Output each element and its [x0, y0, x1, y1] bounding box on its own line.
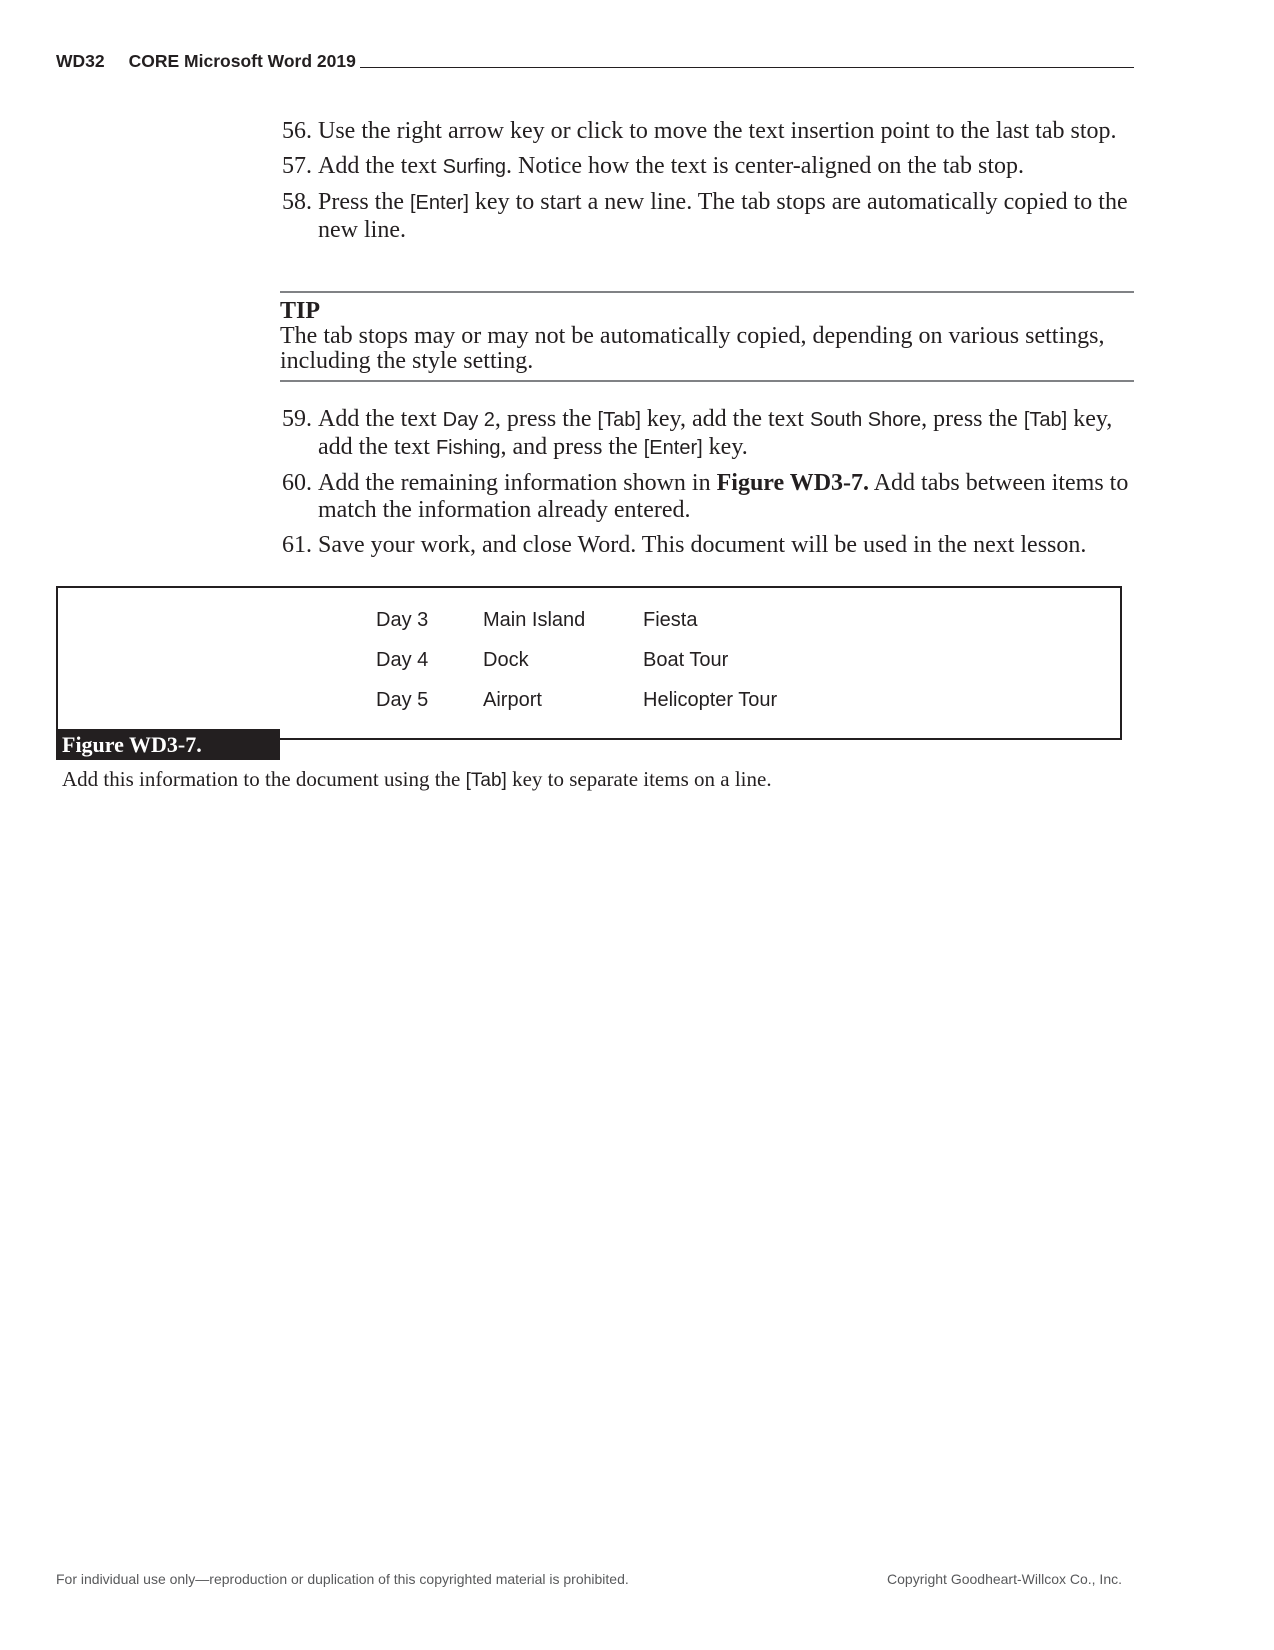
tip-box: [280, 291, 1134, 382]
step-text: key, add the text: [318, 406, 1113, 460]
step-text: . Notice how the text is center-aligned on the tab stop.: [506, 153, 1025, 179]
figure-cell-location: Airport: [483, 689, 542, 711]
book-title: CORE Microsoft Word 2019: [128, 51, 356, 71]
step-61: [282, 532, 1134, 559]
step-number: 59.: [282, 406, 312, 432]
step-text: Save your work, and close Word. This document will be used in the next lesson.: [318, 532, 1087, 558]
figure-cell-day: Day 4: [376, 649, 429, 671]
tip-text: The tab stops may or may not be automatically copied, depending on various settings, including the style setting.: [280, 323, 1105, 374]
figure-label: Figure WD3-7.: [56, 729, 280, 760]
step-text: key to start a new line. The tab stops are automatically copied to the new line.: [318, 189, 1128, 243]
figure-cell-location: Dock: [483, 649, 529, 671]
step-58: [282, 189, 1134, 244]
step-text: Add the text: [318, 406, 443, 432]
figure-cell-day: Day 5: [376, 689, 429, 711]
figure-cell-day: Day 3: [376, 609, 429, 631]
step-text: Add the remaining information shown in: [318, 470, 717, 496]
step-text: Add the text: [318, 153, 443, 179]
step-text: Press the: [318, 189, 410, 215]
typed-text: South Shore: [809, 409, 922, 431]
figure-cell-location: Main Island: [483, 609, 586, 631]
step-text: key.: [702, 434, 748, 460]
step-number: 61.: [282, 532, 312, 558]
step-56: [282, 118, 1134, 145]
footer-notice: For individual use only—reproduction or duplication of this copyrighted material is prohibited.: [56, 1571, 629, 1587]
tip-title: TIP: [280, 298, 321, 324]
figure-reference: Figure WD3-7.: [716, 470, 870, 496]
step-text: , press the: [921, 406, 1024, 432]
step-number: 56.: [282, 118, 312, 144]
key-name: [Tab]: [465, 770, 507, 791]
step-text: , and press the: [500, 434, 644, 460]
figure-caption: [62, 767, 772, 792]
step-text: Add tabs between items to match the information already entered.: [318, 470, 1129, 523]
key-name: [Enter]: [410, 192, 469, 214]
caption-text: Add this information to the document using the: [62, 767, 466, 791]
running-head: [56, 50, 1134, 72]
step-text: Use the right arrow key or click to move the text insertion point to the last tab stop.: [318, 118, 1117, 144]
key-name: [Enter]: [643, 437, 703, 459]
step-number: 57.: [282, 153, 312, 179]
step-59: [282, 406, 1134, 462]
key-name: [Tab]: [597, 409, 641, 431]
step-57: [282, 153, 1134, 181]
key-name: [Tab]: [1023, 409, 1068, 431]
typed-text: Fishing: [435, 437, 501, 459]
figure-cell-activity: Boat Tour: [643, 649, 729, 671]
page-number: WD32: [56, 51, 105, 71]
figure-cell-activity: Fiesta: [643, 609, 698, 631]
step-text: key, add the text: [640, 406, 810, 432]
steps-list-bottom: [282, 406, 1134, 567]
typed-text: Surfing: [442, 156, 507, 178]
step-60: [282, 470, 1134, 524]
figure-box: [56, 586, 1122, 740]
figure-cell-activity: Helicopter Tour: [643, 689, 778, 711]
step-number: 58.: [282, 189, 312, 215]
caption-text: key to separate items on a line.: [506, 767, 772, 791]
step-number: 60.: [282, 470, 312, 496]
steps-list-top: [282, 118, 1134, 252]
step-text: , press the: [494, 406, 598, 432]
typed-text: Day 2: [442, 409, 495, 431]
footer-copyright: Copyright Goodheart-Willcox Co., Inc.: [887, 1571, 1122, 1587]
header-rule: [360, 66, 1134, 68]
